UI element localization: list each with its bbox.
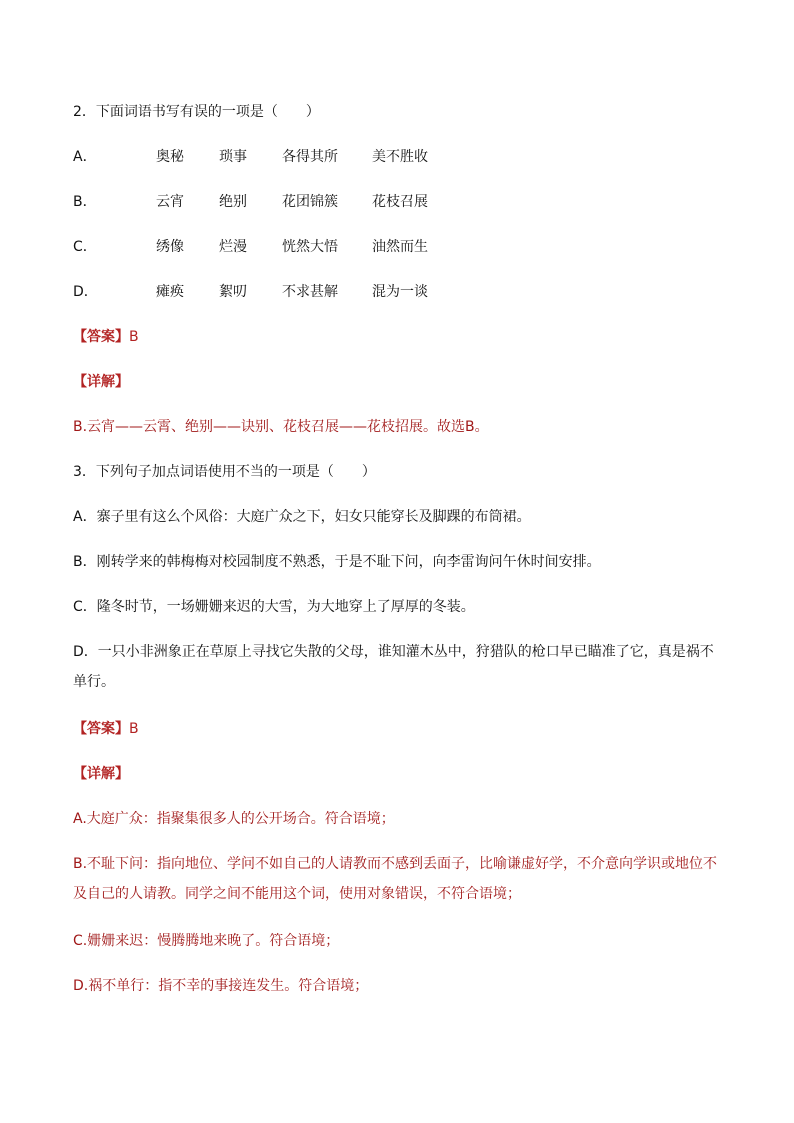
answer-tag: 【答案】 (73, 721, 129, 737)
option-word: 油然而生 (372, 239, 428, 255)
option-word: 琐事 (219, 149, 247, 165)
q2-detail-tag (73, 372, 129, 392)
q2-stem: 2．下面词语书写有误的一项是（ ） (73, 104, 320, 120)
q3-detail-tag (73, 764, 129, 784)
option-word: 瘫痪 (156, 284, 184, 300)
q2-option-c (73, 237, 472, 257)
q3-stem: 3．下列句子加点词语使用不当的一项是（ ） (73, 464, 376, 480)
q2-option-b (73, 192, 472, 212)
q3-option-a: A．寨子里有这么个风俗：大庭广众之下，妇女只能穿长及脚踝的布筒裙。 (73, 509, 531, 525)
option-word: 花团锦簇 (282, 194, 338, 210)
q2-detail: B.云宵——云霄、绝别——诀别、花枝召展——花枝招展。故选B。 (73, 419, 489, 435)
option-label: A． (73, 149, 97, 165)
option-word: 烂漫 (219, 239, 247, 255)
q3-detail-c: C.姗姗来迟：慢腾腾地来晚了。符合语境； (73, 933, 340, 949)
option-label: B． (73, 194, 97, 210)
option-word: 絮叨 (219, 284, 247, 300)
q2-answer (73, 327, 139, 347)
q3-answer (73, 719, 139, 739)
q3-option-c: C．隆冬时节，一场姗姗来迟的大雪，为大地穿上了厚厚的冬装。 (73, 599, 475, 615)
q3-detail-a: A.大庭广众：指聚集很多人的公开场合。符合语境； (73, 811, 395, 827)
option-word: 各得其所 (282, 149, 338, 165)
option-word: 花枝召展 (372, 194, 428, 210)
option-word: 不求甚解 (282, 284, 338, 300)
answer-tag: 【答案】 (73, 329, 129, 345)
q3-option-d: D．一只小非洲象正在草原上寻找它失散的父母，谁知灌木丛中，狩猎队的枪口早已瞄准了它，真是祸不单行。 (73, 644, 714, 690)
option-label: C． (73, 239, 97, 255)
answer-value: B (129, 721, 139, 737)
option-word: 混为一谈 (372, 284, 428, 300)
answer-value: B (129, 329, 139, 345)
q3-detail-d: D.祸不单行：指不幸的事接连发生。符合语境； (73, 978, 369, 994)
option-word: 绣像 (156, 239, 184, 255)
q2-option-a (73, 147, 472, 167)
option-word: 绝别 (219, 194, 247, 210)
option-label: D． (73, 284, 98, 300)
option-word: 美不胜收 (372, 149, 428, 165)
q2-option-d (73, 282, 472, 302)
option-word: 恍然大悟 (282, 239, 338, 255)
q3-option-b: B．刚转学来的韩梅梅对校园制度不熟悉，于是不耻下问，向李雷询问午休时间安排。 (73, 554, 601, 570)
option-word: 奥秘 (156, 149, 184, 165)
option-word: 云宵 (156, 194, 184, 210)
detail-tag: 【详解】 (73, 766, 129, 782)
q3-detail-b: B.不耻下问：指向地位、学问不如自己的人请教而不感到丢面子，比喻谦虚好学，不介意向学识或地位不及自己的人请教。同学之间不能用这个词，使用对象错误，不符合语境； (73, 856, 718, 902)
detail-tag: 【详解】 (73, 374, 129, 390)
